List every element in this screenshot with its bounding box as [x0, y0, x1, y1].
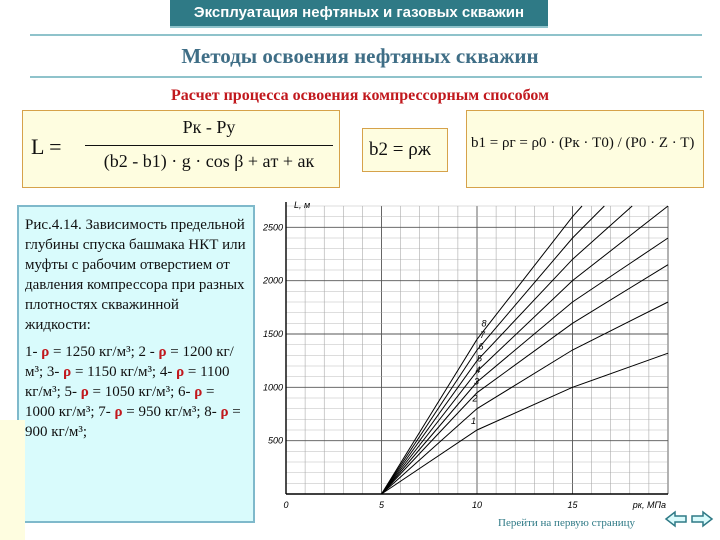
legend-density-1: = 1250 кг/м³; 2 - [49, 344, 159, 360]
legend-density-6: = 1000 кг/м³; 7- [25, 384, 215, 420]
rho-symbol: ρ [158, 344, 167, 360]
formula-b2-text: b2 = ρж [369, 139, 431, 160]
legend-density-4: = 1100 кг/м³; 5- [25, 364, 230, 400]
series-label-3: 3 [474, 376, 480, 387]
formula-L-numerator: Pк - Pу [182, 117, 236, 137]
header-title: Эксплуатация нефтяных и газовых скважин [170, 0, 548, 28]
series-label-2: 2 [472, 393, 478, 404]
x-axis-label: pк, МПа [632, 500, 666, 510]
formula-L-denominator: (b2 - b1) · g · cos β + aт + aк [103, 151, 315, 171]
series-label-4: 4 [475, 365, 481, 375]
x-tick-label: 5 [378, 500, 385, 510]
page-title: Методы освоения нефтяных скважин [181, 44, 539, 68]
legend-density-5: = 1050 кг/м³; 6- [88, 384, 195, 400]
formula-b1-text: b1 = ρг = ρ0 · (Pк · T0) / (P0 · Z · T) [471, 135, 695, 151]
legend-prefix: 1- [25, 344, 42, 360]
x-tick-label: 0 [283, 500, 289, 510]
legend-density-7: = 950 кг/м³; 8- [122, 404, 221, 420]
decorative-strip [0, 420, 25, 540]
first-page-link[interactable]: Перейти на первую страницу [498, 517, 635, 529]
y-tick-label: 500 [267, 435, 283, 446]
rho-symbol: ρ [80, 384, 89, 400]
formula-L [22, 110, 340, 188]
prev-arrow-icon[interactable] [664, 510, 688, 528]
y-tick-label: 2500 [262, 222, 283, 233]
y-axis-label: L, м [294, 200, 311, 210]
series-label-6: 6 [478, 341, 484, 352]
rho-symbol: ρ [194, 384, 203, 400]
x-tick-label: 10 [471, 500, 483, 510]
caption-density-legend [25, 342, 247, 442]
series-label-1: 1 [471, 416, 477, 426]
depth-pressure-chart [258, 194, 698, 514]
formula-L-lhs: L = [31, 134, 62, 159]
figure-caption [17, 205, 255, 523]
rho-symbol: ρ [63, 364, 72, 380]
legend-density-8: = 900 кг/м³; [25, 404, 241, 440]
series-label-7: 7 [480, 330, 486, 340]
legend-density-3: = 1150 кг/м³; 4- [71, 364, 177, 380]
series-label-8: 8 [481, 318, 487, 329]
caption-intro: Рис.4.14. Зависимость предельной глубины спуска башмака НКТ или муфты с рабочим отверстием от давления компрессора при разных плотностях скважинной жидкости: [25, 217, 246, 333]
x-tick-label: 15 [567, 500, 578, 510]
series-label-5: 5 [477, 353, 483, 364]
rho-symbol: ρ [176, 364, 185, 380]
y-tick-label: 1500 [262, 329, 283, 339]
formula-b2 [362, 128, 448, 172]
formula-b1 [466, 110, 704, 188]
title-divider [30, 76, 702, 78]
y-tick-label: 1000 [262, 382, 283, 393]
y-tick-label: 2000 [262, 275, 283, 286]
top-divider [30, 34, 702, 36]
legend-density-2: = 1200 кг/м³; 3- [25, 344, 234, 380]
rho-symbol: ρ [114, 404, 123, 420]
rho-symbol: ρ [220, 404, 229, 420]
page-subtitle: Расчет процесса освоения компрессорным способом [171, 87, 549, 104]
next-arrow-icon[interactable] [690, 510, 714, 528]
rho-symbol: ρ [41, 344, 50, 360]
formula-L-fraction-bar [85, 145, 333, 146]
